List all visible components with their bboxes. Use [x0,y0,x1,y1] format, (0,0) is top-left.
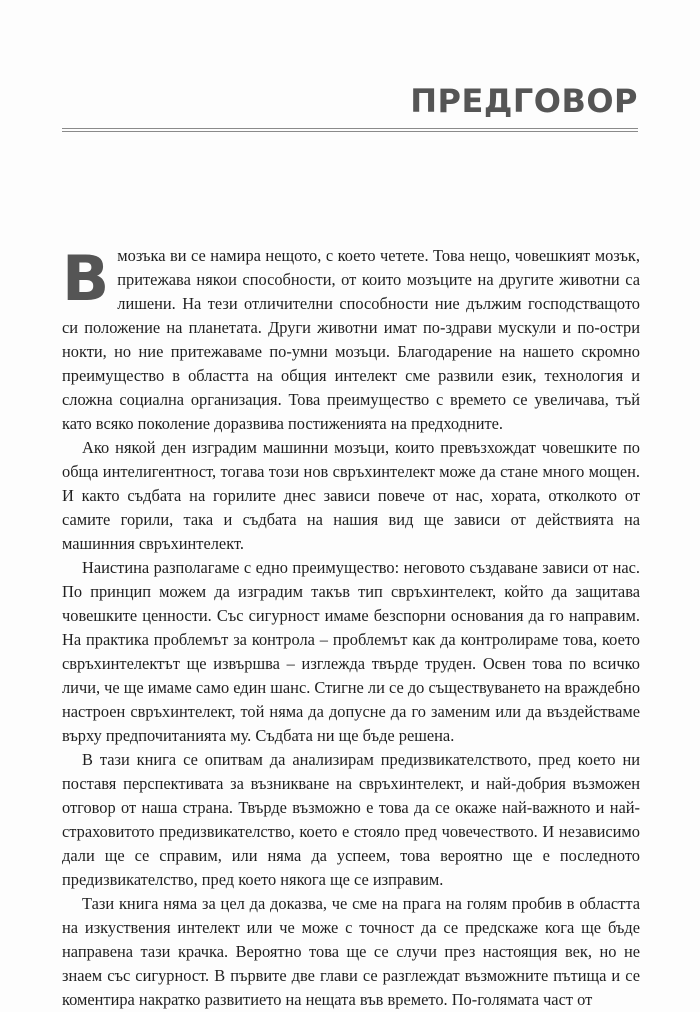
paragraph-5: Тази книга няма за цел да доказва, че сме на прага на голям пробив в областта на изкуствения интелект или че може с точност да се предскаже кога ще бъде направена тази крачка. Вероятно това ще се случи през настоящия век, но не знаем със сигурност. В първите две глави се разглеждат възможните пътища и се коментира накратко развитието на нещата във времето. По-голямата част от [62,894,640,1009]
chapter-title: ПРЕДГОВОР [410,82,638,120]
title-rule-top [62,128,638,129]
paragraph-3: Наистина разполагаме с едно преимущество: неговото създаване зависи от нас. По принцип можем да изградим такъв тип свръхинтелект, който да защитава човешките ценности. Със сигурност имаме безспорни основания да го направим. На практика проблемът за контрола – проблемът как да контролираме това, което свръхинтелектът ще извършва – изглежда твърде труден. Освен това по всичко личи, че ще имаме само един шанс. Стигне ли се до съществуването на враждебно настроен свръхинтелект, той няма да допусне да го заменим или да въздействаме върху предпочитанията му. Съдбата ни ще бъде решена. [62,558,641,745]
drop-cap: В [62,242,110,315]
paragraph-2: Ако някой ден изградим машинни мозъци, които превъзхождат човешките по обща интелигентност, тогава този нов свръхинтелект може да стане много мощен. И както съдбата на горилите днес зависи повече от нас, хората, отколкото от самите горили, така и съдбата на нашия вид ще зависи от действията на машинния свръхинтелект. [62,438,640,553]
paragraph-4: В тази книга се опитвам да анализирам предизвикателството, пред което ни поставя перспективата за възникване на свръхинтелект, и най-добрия възможен отговор от наша страна. Твърде възможно е това да се окаже най-важното и най-страховитото предизвикателство, което е стояло пред човечеството. И независимо дали ще се справим, или няма да успеем, това вероятно ще е последното предизвикателство, пред което някога ще се изправим. [62,750,640,889]
paragraph-1-text: мозъка ви се намира нещото, с което четете. Това нещо, човешкият мозък, притежава някои способности, от които мозъците на другите животни са лишени. На тези отличителни способности ние дължим господстващото си положение на планетата. Други животни имат по-здрави мускули и по-остри нокти, но ние притежаваме по-умни мозъци. Благодарение на нашето скромно преимущество в областта на общия интелект сме развили език, технология и сложна социална организация. Това преимущество с времето се увеличава, тъй като всяко поколение доразвива постиженията на предходните. [62,246,640,433]
title-rule-bottom [62,131,638,132]
chapter-body [62,244,640,1012]
paragraph-1 [62,244,640,436]
